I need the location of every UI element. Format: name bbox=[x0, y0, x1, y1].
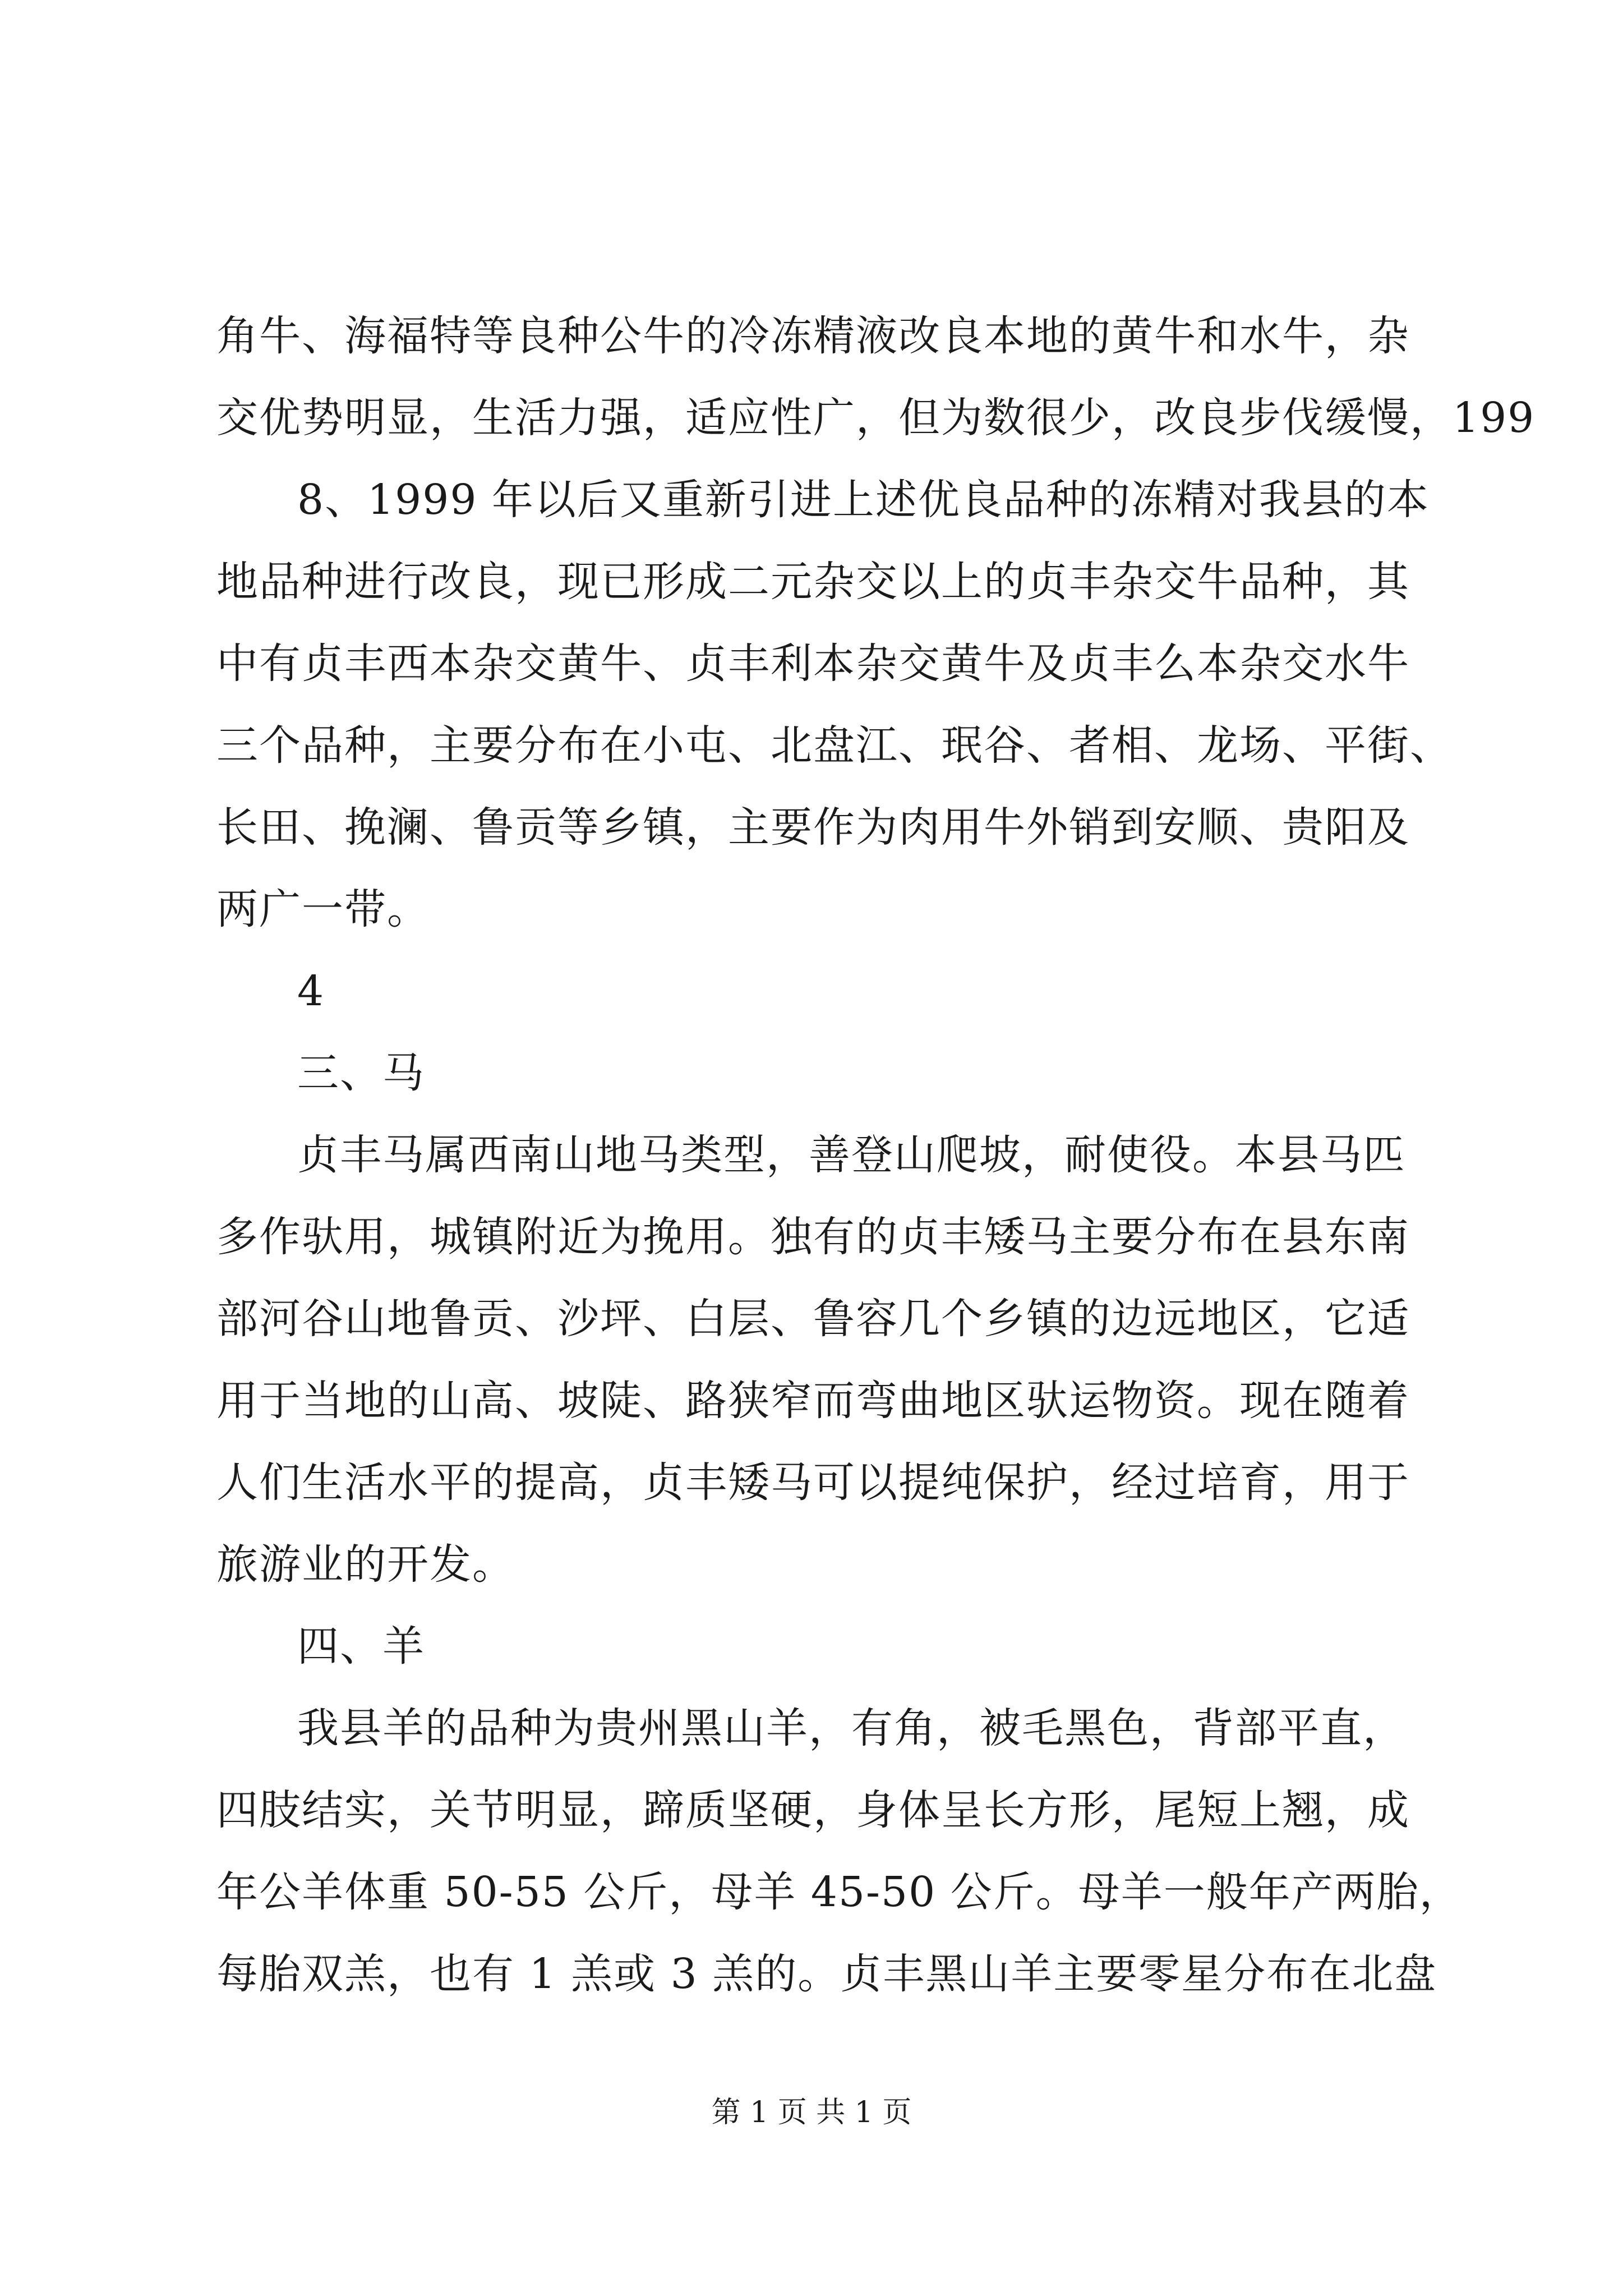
body-line: 每胎双羔，也有 1 羔或 3 羔的。贞丰黑山羊主要零星分布在北盘 bbox=[216, 1950, 1437, 1998]
body-line: 多作驮用，城镇附近为挽用。独有的贞丰矮马主要分布在县东南 bbox=[216, 1213, 1410, 1261]
body-line: 人们生活水平的提高，贞丰矮马可以提纯保护，经过培育，用于 bbox=[216, 1458, 1410, 1507]
section-heading: 四、羊 bbox=[297, 1622, 425, 1671]
body-line: 部河谷山地鲁贡、沙坪、白层、鲁容几个乡镇的边远地区，它适 bbox=[216, 1295, 1410, 1343]
body-line: 角牛、海福特等良种公牛的冷冻精液改良本地的黄牛和水牛，杂 bbox=[216, 312, 1410, 360]
body-line: 交优势明显，生活力强，适应性广，但为数很少，改良步伐缓慢，199 bbox=[216, 394, 1536, 442]
body-line: 中有贞丰西本杂交黄牛、贞丰利本杂交黄牛及贞丰么本杂交水牛 bbox=[216, 639, 1410, 688]
section-heading: 三、马 bbox=[297, 1049, 425, 1097]
body-line: 旅游业的开发。 bbox=[216, 1540, 515, 1589]
body-line: 用于当地的山高、坡陡、路狭窄而弯曲地区驮运物资。现在随着 bbox=[216, 1377, 1410, 1425]
page-marker: 4 bbox=[297, 967, 325, 1015]
page-footer: 第 1 页 共 1 页 bbox=[711, 2096, 912, 2129]
body-line: 贞丰马属西南山地马类型，善登山爬坡，耐使役。本县马匹 bbox=[297, 1131, 1405, 1179]
body-line: 三个品种，主要分布在小屯、北盘江、珉谷、者相、龙场、平街、 bbox=[216, 721, 1453, 770]
body-line: 我县羊的品种为贵州黑山羊，有角，被毛黑色，背部平直， bbox=[297, 1704, 1405, 1752]
body-line: 地品种进行改良，现已形成二元杂交以上的贞丰杂交牛品种，其 bbox=[216, 558, 1410, 606]
body-line: 两广一带。 bbox=[216, 885, 430, 933]
body-line: 8、1999 年以后又重新引进上述优良品种的冻精对我县的本 bbox=[297, 476, 1430, 524]
body-line: 四肢结实，关节明显，蹄质坚硬，身体呈长方形，尾短上翘，成 bbox=[216, 1786, 1410, 1834]
body-line: 年公羊体重 50-55 公斤，母羊 45-50 公斤。母羊一般年产两胎， bbox=[216, 1868, 1462, 1916]
body-line: 长田、挽澜、鲁贡等乡镇，主要作为肉用牛外销到安顺、贵阳及 bbox=[216, 803, 1410, 852]
